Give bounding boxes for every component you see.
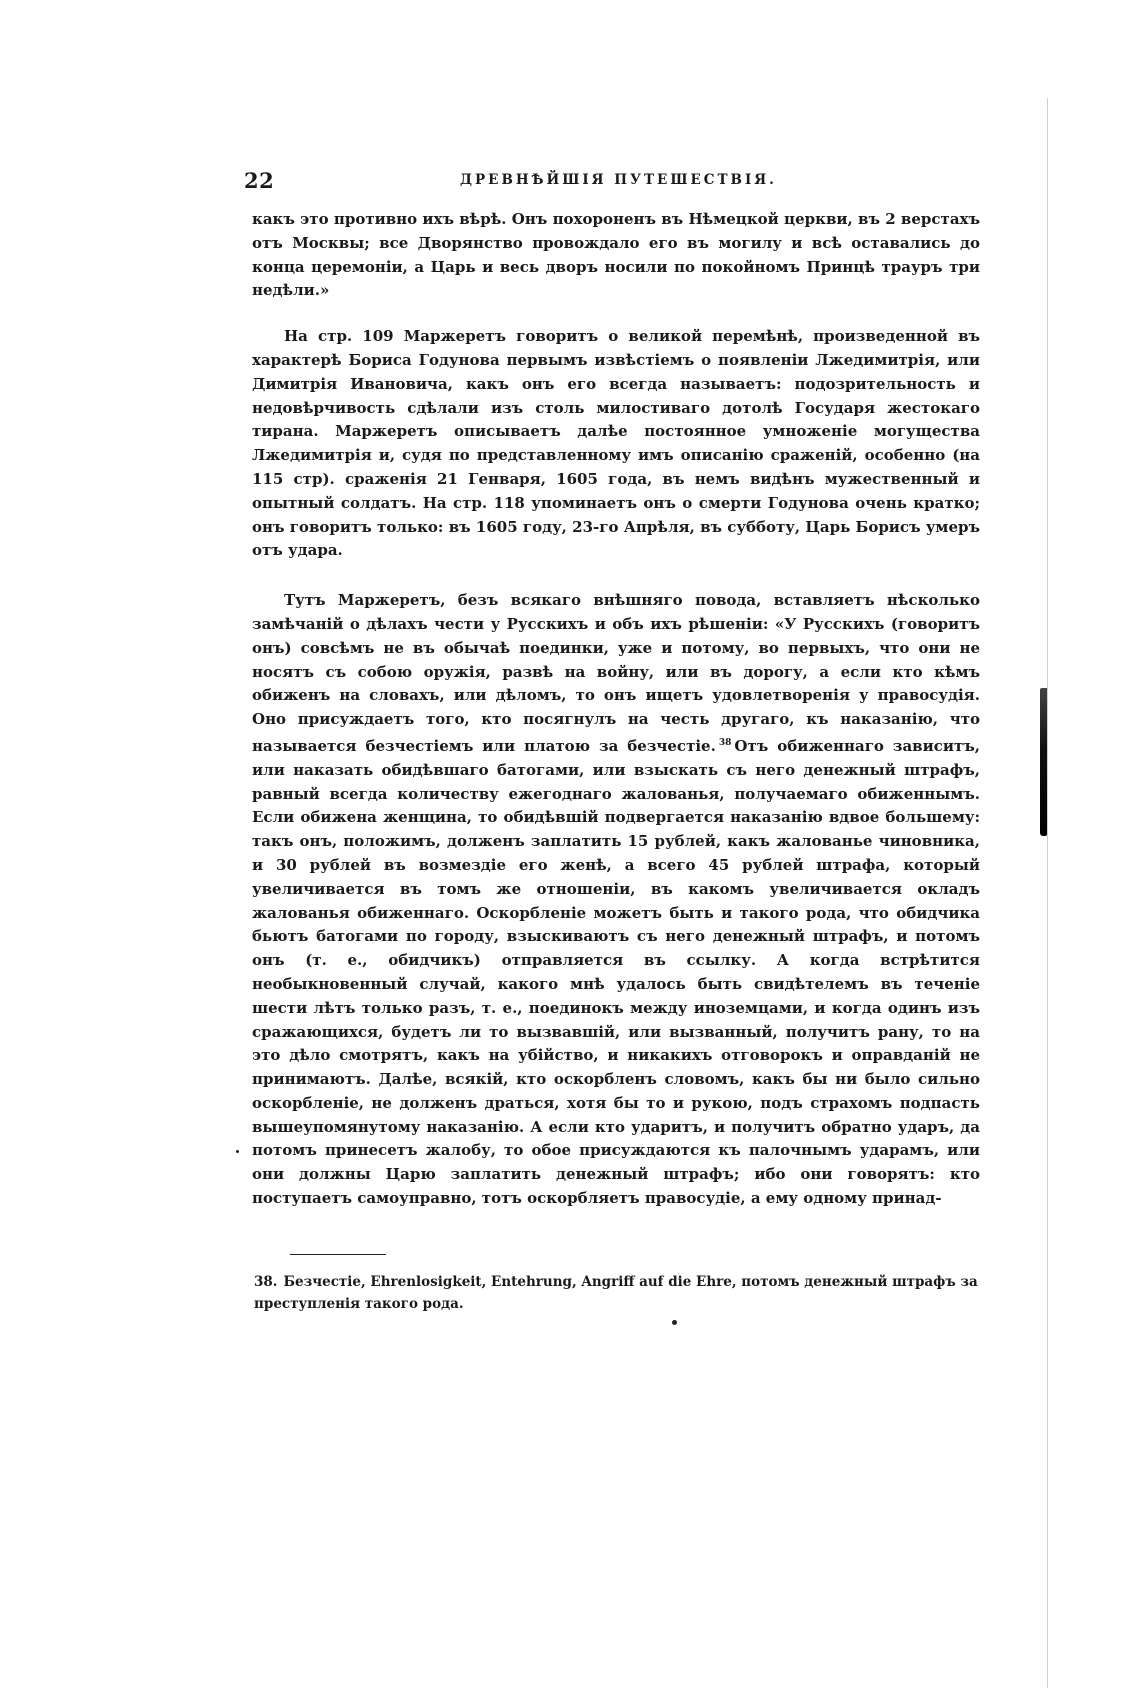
paragraph-honor-affairs (252, 589, 980, 1211)
body-text (252, 208, 980, 1211)
ink-speck (672, 1320, 677, 1325)
footnote-text: Безчестіе, Ehrenlosigkeit, Entehrung, Angriff auf die Ehre, потомъ денежный штрафъ за преступленія такого рода. (254, 1274, 978, 1312)
paragraph-honor-continued: Отъ обиженнаго зависитъ, или наказать обидѣвшаго батогами, или взыскать съ него денежный штрафъ, равный всегда количеству ежегоднаго жалованья, получаемаго обиженнымъ. Если обижена женщина, то обидѣвшій подвергается наказанію вдвое большему: такъ онъ, положимъ, долженъ заплатить 15 рублей, какъ жалованье чиновника, и 30 рублей въ возмездіе его женѣ, а всего 45 рублей штрафа, который увеличивается въ томъ же отношеніи, въ какомъ увеличивается окладъ жалованья обиженнаго. Оскорбленіе можетъ быть и такого рода, что обидчика бьютъ батогами по городу, взыскиваютъ съ него денежный штрафъ, и потомъ онъ (т. е., обидчикъ) отправляется въ ссылку. А когда встрѣтится необыкновенный случай, какого мнѣ удалось быть свидѣтелемъ въ теченіе шести лѣтъ только разъ, т. е., поединокъ между иноземцами, и когда одинъ изъ сражающихся, будетъ ли то вызвавшій, или вызванный, получитъ рану, то на это дѣло смотрятъ, какъ на убійство, и никакихъ отговорокъ и оправданій не принимаютъ. Далѣе, всякій, кто оскорбленъ словомъ, какъ бы ни было сильно оскорбленіе, не долженъ драться, хотя бы то и рукою, подъ страхомъ подпасть вышеупомянутому наказанію. А если кто ударитъ, и получитъ обратно ударъ, да потомъ принесетъ жалобу, то обое присуждаются къ палочнымъ ударамъ, или они должны Царю заплатить денежный штрафъ; ибо они говорятъ: кто поступаетъ самоуправно, тотъ оскорбляетъ правосудіе, а ему одному принад- (252, 736, 980, 1208)
paragraph-continued: какъ это противно ихъ вѣрѣ. Онъ похороненъ въ Нѣмецкой церкви, въ 2 верстахъ отъ Москвы; все Дворянство провождало его въ могилу и всѣ оставались до конца церемоніи, а Царь и весь дворъ носили по покойномъ Принцѣ трауръ три недѣли.» (252, 210, 980, 300)
paragraph-honor-text: Тутъ Маржеретъ, безъ всякаго внѣшняго повода, вставляетъ нѣсколько замѣчаній о дѣлахъ чести у Русскихъ и объ ихъ рѣшеніи: «У Русскихъ (говоритъ онъ) совсѣмъ не въ обычаѣ поединки, уже и потому, во первыхъ, что они не носятъ съ собою оружія, развѣ на войну, или въ дорогу, а если кто кѣмъ обиженъ на словахъ, или дѣломъ, то онъ ищетъ удовлетворенія у правосудія. Оно присуждаетъ того, кто посягнулъ на честь другаго, къ наказанію, что называется безчестіемъ или платою за безчестіе. (252, 591, 980, 755)
page-number: 22 (244, 168, 275, 193)
running-head (244, 168, 984, 194)
footnote-reference[interactable]: 38 (718, 737, 732, 748)
running-title: ДРЕВНѢЙШІЯ ПУТЕШЕСТВІЯ. (460, 172, 777, 188)
ink-speck (236, 1150, 239, 1153)
footnote-separator (290, 1254, 386, 1255)
page-edge-line (1047, 98, 1048, 1688)
paragraph-margeret-boris: На стр. 109 Маржеретъ говоритъ о великой перемѣнѣ, произведенной въ характерѣ Бориса Годунова первымъ извѣстіемъ о появленіи Лжедимитрія, или Димитрія Ивановича, какъ онъ его всегда называетъ: подозрительность и недовѣрчивость сдѣлали изъ столь милостиваго дотолѣ Государя жестокаго тирана. Маржеретъ описываетъ далѣе постоянное умноженіе могущества Лжедимитрія и, судя по представленному имъ описанію сраженій, особенно (на 115 стр). сраженія 21 Генваря, 1605 года, въ немъ видѣнъ мужественный и опытный солдатъ. На стр. 118 упоминаетъ онъ о смерти Годунова очень кратко; онъ говоритъ только: въ 1605 году, 23-го Апрѣля, въ субботу, Царь Борисъ умеръ отъ удара. (252, 327, 980, 560)
footnote-number: 38. (254, 1274, 278, 1290)
footnote (254, 1271, 980, 1315)
margin-ink-mark (1040, 688, 1047, 836)
